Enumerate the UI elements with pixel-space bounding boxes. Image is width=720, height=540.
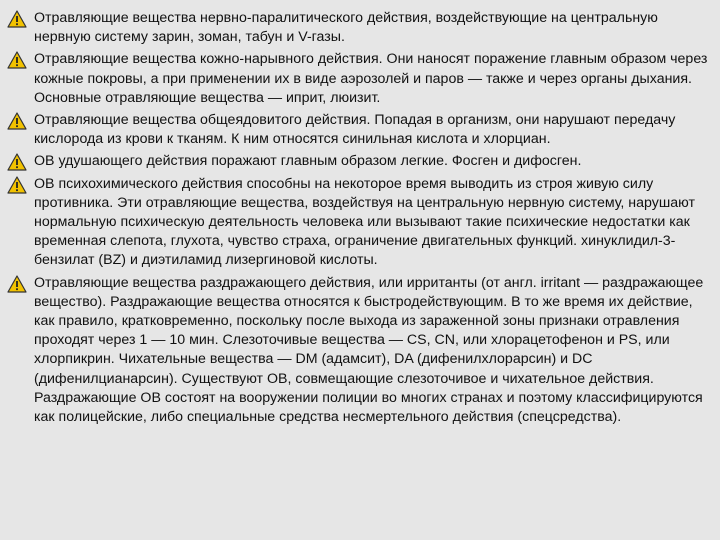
list-item [6, 9, 711, 47]
list-item-text: Отравляющие вещества кожно-нарывного действия. Они наносят поражение главным образом через кожные покровы, а при применении их в виде аэрозолей и паров — также и через органы дыхания. Основные отравляющие вещества — иприт, люизит. [34, 51, 708, 106]
list-item [6, 111, 711, 149]
list-item-text: Отравляющие вещества общеядовитого действия. Попадая в организм, они нарушают передачу кислорода из крови к тканям. К ним относятся синильная кислота и хлорциан. [34, 112, 676, 148]
list-item [6, 274, 711, 428]
hazard-warning-icon [7, 176, 27, 194]
hazard-warning-icon [7, 112, 27, 130]
hazard-warning-icon [7, 153, 27, 171]
bullet-list [6, 9, 711, 430]
hazard-warning-icon [7, 10, 27, 28]
list-item-text: ОВ психохимического действия способны на некоторое время выводить из строя живую силу противника. Эти отравляющие вещества, воздействуя на центральную нервную систему, нарушают нормальную психическую деятельность человека или вызывают такие психические недостатки как временная слепота, глухота, чувство страха, ограничение двигательных функций. хинуклидил-3-бензилат (BZ) и диэтиламид лизергиновой кислоты. [34, 175, 695, 269]
list-item-text: ОВ удушающего действия поражают главным образом легкие. Фосген и дифосген. [34, 153, 582, 170]
list-item-text: Отравляющие вещества раздражающего действия, или ирританты (от англ. irritant — раздражающее вещество). Раздражающие вещества относятся к быстродействующим. В то же время их действие, как правило, кратковременно, поскольку после выхода из зараженной зоны признаки отравления проходят через 1 — 10 мин. Слезоточивые вещества — CS, CN, или хлорацетофенон и PS, или хлорпикрин. Чихательные вещества — DM (адамсит), DA (дифенилхлорарсин) и DC (дифенилцианарсин). Существуют ОВ, совмещающие слезоточивое и чихательное действия. Раздражающие ОВ состоят на вооружении полиции во многих странах и поэтому классифицируются как полицейские, либо специальные средства несмертельного действия (спецсредства). [34, 274, 704, 426]
list-item [6, 50, 711, 108]
list-item [6, 175, 711, 271]
hazard-warning-icon [7, 275, 27, 293]
hazard-warning-icon [7, 51, 27, 69]
list-item-text: Отравляющие вещества нервно-паралитического действия, воздействующие на центральную нервную систему зарин, зоман, табун и V-газы. [34, 10, 658, 46]
list-item [6, 152, 711, 171]
